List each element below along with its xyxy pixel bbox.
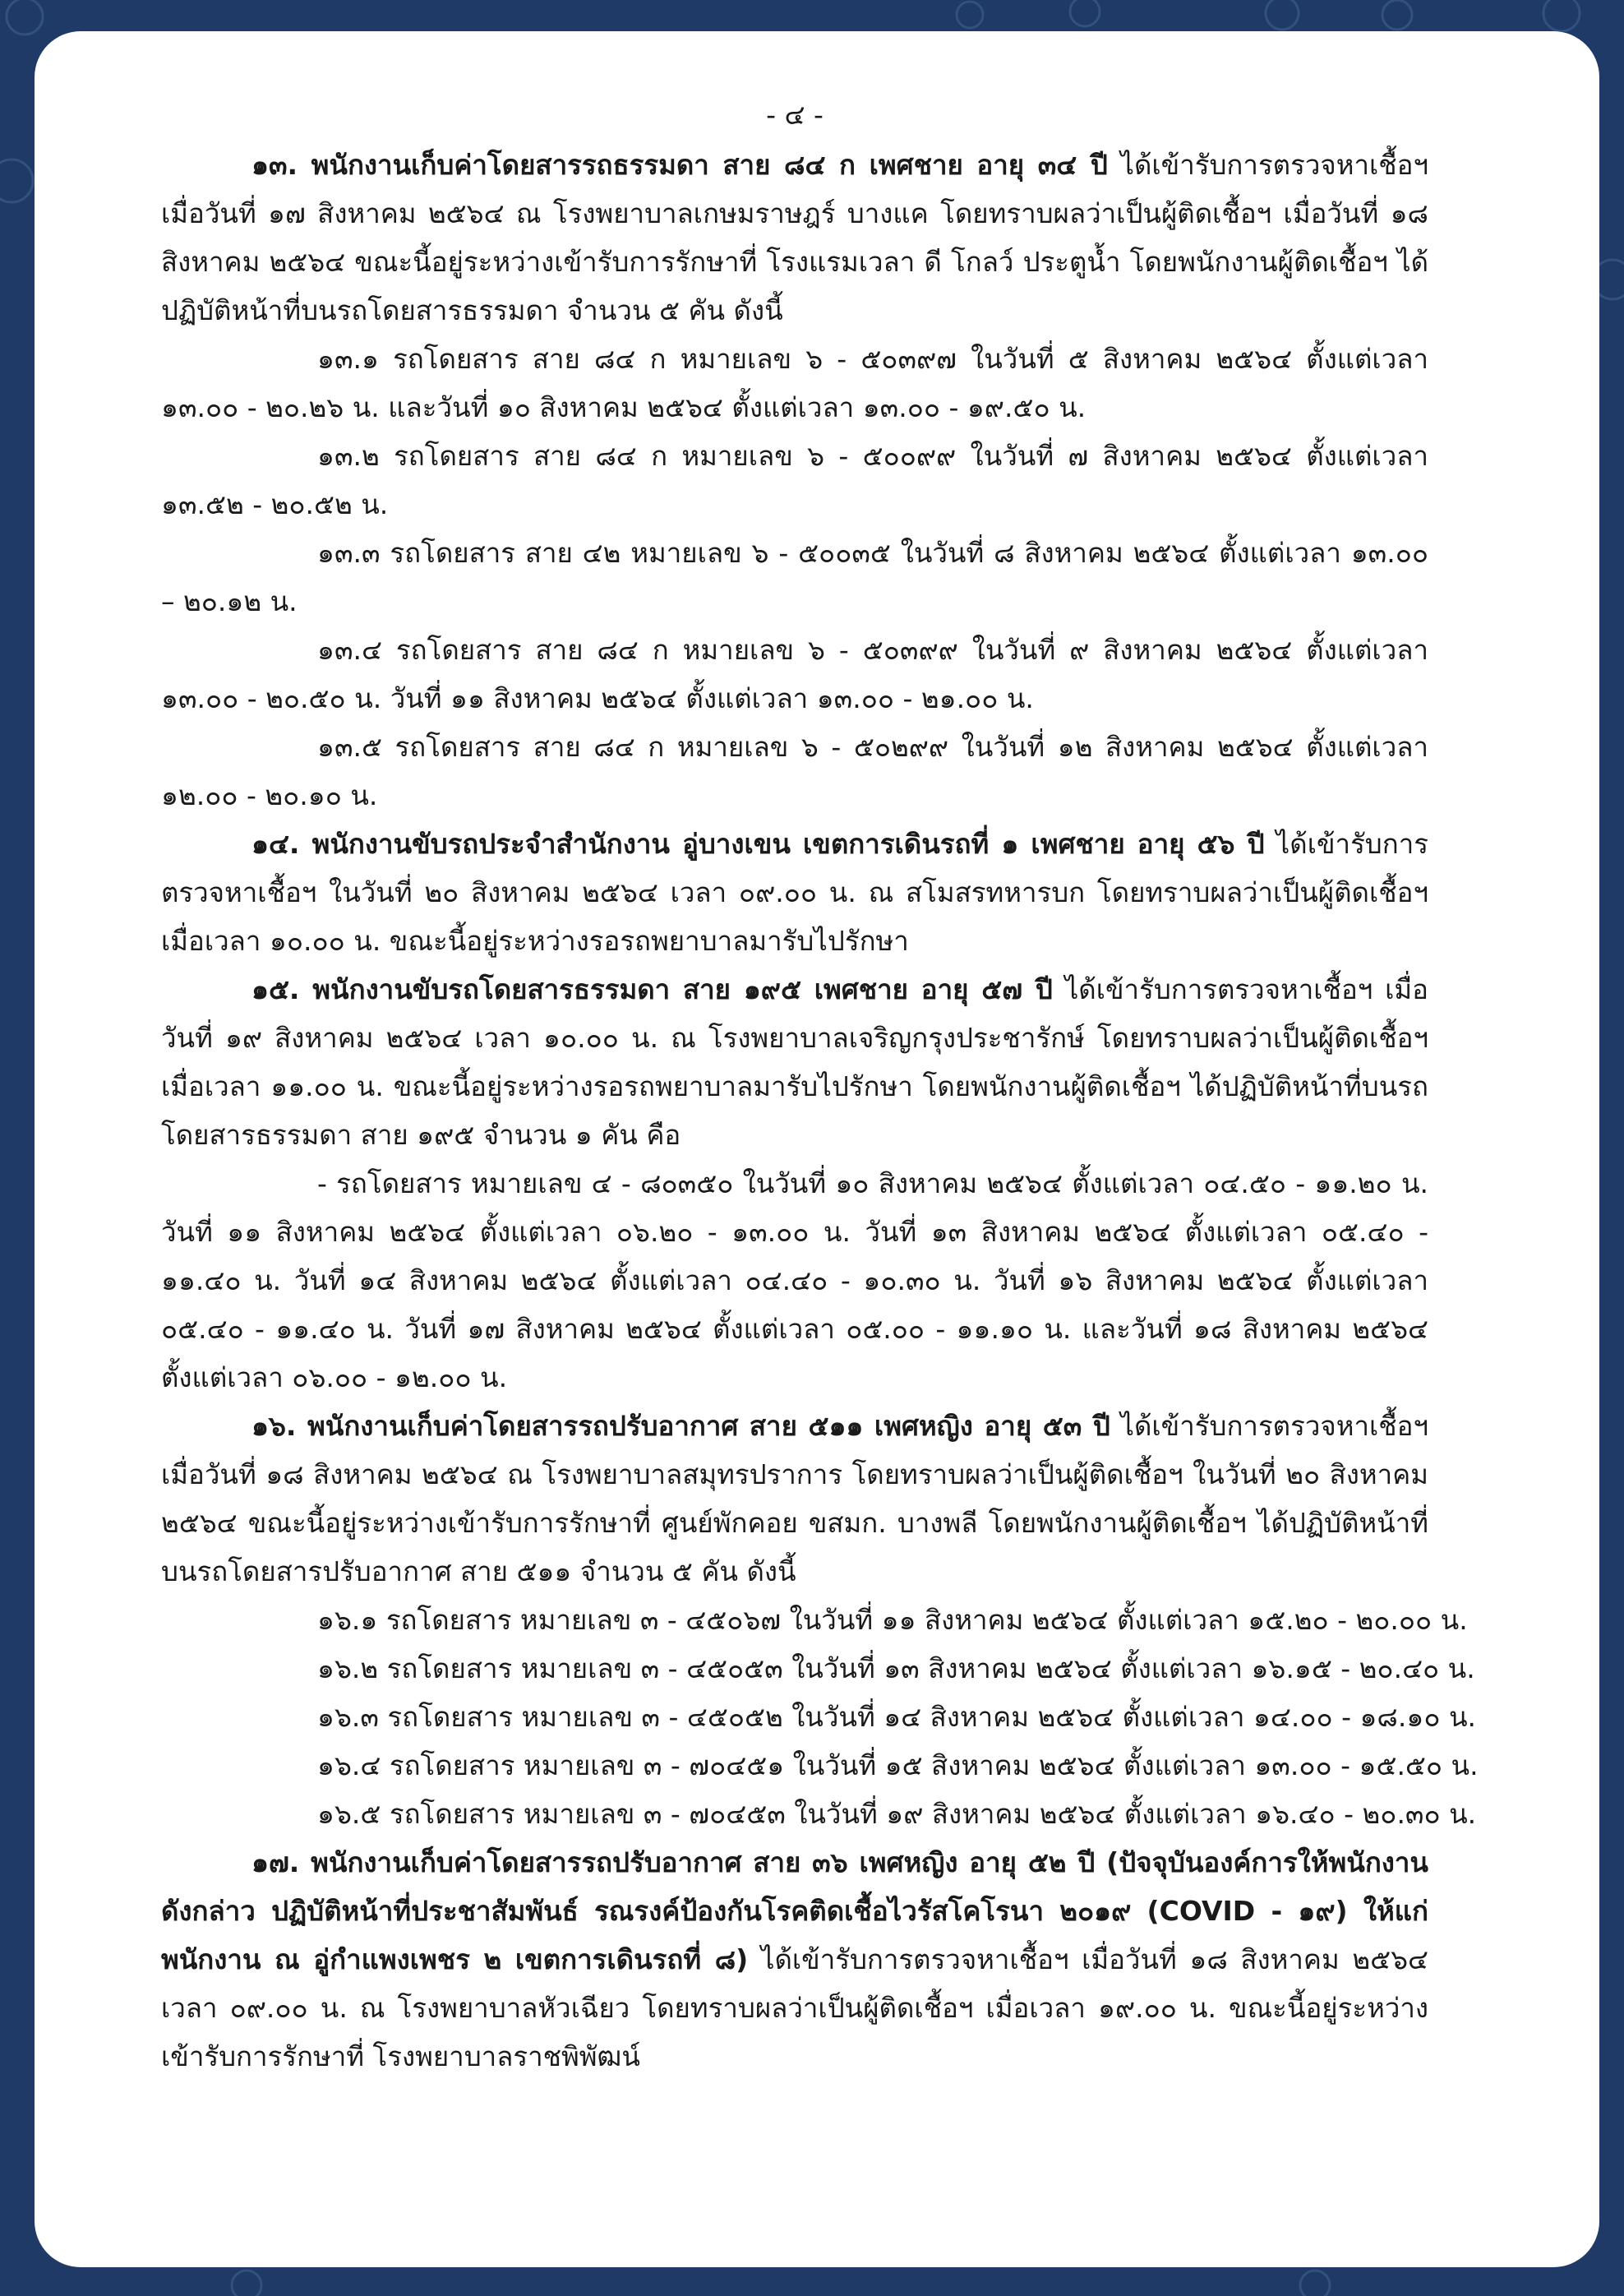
item-16-4: ๑๖.๔ รถโดยสาร หมายเลข ๓ - ๗๐๔๕๑ ในวันที่ ๑๕ สิงหาคม ๒๕๖๔ ตั้งแต่เวลา ๑๓.๐๐ - ๑๕.๕๐ น. [317,1749,1479,1781]
item-16-body: ได้เข้ารับการตรวจหาเชื้อฯ เมื่อวันที่ ๑๘ สิงหาคม ๒๕๖๔ ณ โรงพยาบาลสมุทรปราการ โดยทราบผลว่าเป็นผู้ติดเชื้อฯ ในวันที่ ๒๐ สิงหาคม ๒๕๖๔ ขณะนี้อยู่ระหว่างเข้ารับการรักษาที่ ศูนย์พักคอย ขสมก. บางพลี โดยพนักงานผู้ติดเชื้อฯ ได้ปฏิบัติหน้าที่บนรถโดยสารปรับอากาศ สาย ๕๑๑ จำนวน ๕ คัน ดังนี้ [161,1410,1429,1587]
item-17-body: ได้เข้ารับการตรวจหาเชื้อฯ เมื่อวันที่ ๑๘ สิงหาคม ๒๕๖๔ เวลา ๐๙.๐๐ น. ณ โรงพยาบาลหัวเฉียว โดยทราบผลว่าเป็นผู้ติดเชื้อฯ เมื่อเวลา ๑๙.๐๐ น. ขณะนี้อยู่ระหว่างเข้ารับการรักษาที่ โรงพยาบาลราชพิพัฒน์ [161,1943,1428,2072]
item-13-1: ๑๓.๑ รถโดยสาร สาย ๘๔ ก หมายเลข ๖ - ๕๐๓๙๗ ในวันที่ ๕ สิงหาคม ๒๕๖๔ ตั้งแต่เวลา ๑๓.๐๐ - ๒๐.๒๖ น. และวันที่ ๑๐ สิงหาคม ๒๕๖๔ ตั้งแต่เวลา ๑๓.๐๐ - ๑๙.๕๐ น. [161,343,1428,423]
page-number: - ๔ - [766,99,824,131]
item-15-body: ได้เข้ารับการตรวจหาเชื้อฯ เมื่อวันที่ ๑๙ สิงหาคม ๒๕๖๔ เวลา ๑๐.๐๐ น. ณ โรงพยาบาลเจริญกรุงประชารักษ์ โดยทราบผลว่าเป็นผู้ติดเชื้อฯ เมื่อเวลา ๑๑.๐๐ น. ขณะนี้อยู่ระหว่างรอรถพยาบาลมารับไปรักษา โดยพนักงานผู้ติดเชื้อฯ ได้ปฏิบัติหน้าที่บนรถโดยสารธรรมดา สาย ๑๙๕ จำนวน ๑ คัน คือ [161,973,1429,1151]
item-15-bus-schedule: - รถโดยสาร หมายเลข ๔ - ๘๐๓๕๐ ในวันที่ ๑๐ สิงหาคม ๒๕๖๔ ตั้งแต่เวลา ๐๔.๕๐ - ๑๑.๒๐ น. วันที่ ๑๑ สิงหาคม ๒๕๖๔ ตั้งแต่เวลา ๐๖.๒๐ - ๑๓.๐๐ น. วันที่ ๑๓ สิงหาคม ๒๕๖๔ ตั้งแต่เวลา ๐๕.๔๐ - ๑๑.๔๐ น. วันที่ ๑๔ สิงหาคม ๒๕๖๔ ตั้งแต่เวลา ๐๔.๔๐ - ๑๐.๓๐ น. วันที่ ๑๖ สิงหาคม ๒๕๖๔ ตั้งแต่เวลา ๐๕.๔๐ - ๑๑.๔๐ น. วันที่ ๑๗ สิงหาคม ๒๕๖๔ ตั้งแต่เวลา ๐๕.๐๐ - ๑๑.๑๐ น. และวันที่ ๑๘ สิงหาคม ๒๕๖๔ ตั้งแต่เวลา ๐๖.๐๐ - ๑๒.๐๐ น. [161,1167,1428,1393]
item-13-paragraph [161,141,1428,335]
document-body [161,90,1479,2081]
item-16-1: ๑๖.๑ รถโดยสาร หมายเลข ๓ - ๔๕๐๖๗ ในวันที่ ๑๑ สิงหาคม ๒๕๖๔ ตั้งแต่เวลา ๑๕.๒๐ - ๒๐.๐๐ น. [317,1604,1468,1636]
item-13-2: ๑๓.๒ รถโดยสาร สาย ๘๔ ก หมายเลข ๖ - ๕๐๐๙๙ ในวันที่ ๗ สิงหาคม ๒๕๖๔ ตั้งแต่เวลา ๑๓.๕๒ - ๒๐.๕๒ น. [161,440,1428,520]
item-13-3: ๑๓.๓ รถโดยสาร สาย ๔๒ หมายเลข ๖ - ๕๐๐๓๕ ในวันที่ ๘ สิงหาคม ๒๕๖๔ ตั้งแต่เวลา ๑๓.๐๐ – ๒๐.๑๒ น. [161,537,1428,617]
item-14-body: ได้เข้ารับการตรวจหาเชื้อฯ ในวันที่ ๒๐ สิงหาคม ๒๕๖๔ เวลา ๐๙.๐๐ น. ณ สโมสรทหารบก โดยทราบผลว่าเป็นผู้ติดเชื้อฯ เมื่อเวลา ๑๐.๐๐ น. ขณะนี้อยู่ระหว่างรอรถพยาบาลมารับไปรักษา [161,828,1428,957]
item-13-4: ๑๓.๔ รถโดยสาร สาย ๘๔ ก หมายเลข ๖ - ๕๐๓๙๙ ในวันที่ ๙ สิงหาคม ๒๕๖๔ ตั้งแต่เวลา ๑๓.๐๐ - ๒๐.๕๐ น. วันที่ ๑๑ สิงหาคม ๒๕๖๔ ตั้งแต่เวลา ๑๓.๐๐ - ๒๑.๐๐ น. [161,634,1428,714]
item-16-paragraph [161,1402,1428,1596]
item-14-paragraph [161,820,1428,965]
item-15-heading: ๑๕. พนักงานขับรถโดยสารธรรมดา สาย ๑๙๕ เพศชาย อายุ ๕๗ ปี [251,973,1053,1005]
item-13-5: ๑๓.๕ รถโดยสาร สาย ๘๔ ก หมายเลข ๖ - ๕๐๒๙๙ ในวันที่ ๑๒ สิงหาคม ๒๕๖๔ ตั้งแต่เวลา ๑๒.๐๐ - ๒๐.๑๐ น. [161,731,1428,811]
item-15-paragraph [161,965,1428,1159]
item-13-body: ได้เข้ารับการตรวจหาเชื้อฯ เมื่อวันที่ ๑๗ สิงหาคม ๒๕๖๔ ณ โรงพยาบาลเกษมราษฎร์ บางแค โดยทราบผลว่าเป็นผู้ติดเชื้อฯ เมื่อวันที่ ๑๘ สิงหาคม ๒๕๖๔ ขณะนี้อยู่ระหว่างเข้ารับการรักษาที่ โรงแรมเวลา ดี โกลว์ ประตูน้ำ โดยพนักงานผู้ติดเชื้อฯ ได้ปฏิบัติหน้าที่บนรถโดยสารธรรมดา จำนวน ๕ คัน ดังนี้ [161,149,1429,326]
item-13-heading: ๑๓. พนักงานเก็บค่าโดยสารรถธรรมดา สาย ๘๔ ก เพศชาย อายุ ๓๔ ปี [251,149,1108,181]
item-17-heading: ๑๗. พนักงานเก็บค่าโดยสารรถปรับอากาศ สาย ๓๖ เพศหญิง อายุ ๕๒ ปี (ปัจจุบันองค์การให้พนักงานดังกล่าว ปฏิบัติหน้าที่ประชาสัมพันธ์ รณรงค์ป้องกันโรคติดเชื้อไวรัสโคโรนา ๒๐๑๙ (COVID - ๑๙) ให้แก่พนักงาน ณ อู่กำแพงเพชร ๒ เขตการเดินรถที่ ๘) [161,1846,1428,1975]
item-16-2: ๑๖.๒ รถโดยสาร หมายเลข ๓ - ๔๕๐๕๓ ในวันที่ ๑๓ สิงหาคม ๒๕๖๔ ตั้งแต่เวลา ๑๖.๑๕ - ๒๐.๔๐ น. [317,1652,1475,1684]
item-16-heading: ๑๖. พนักงานเก็บค่าโดยสารรถปรับอากาศ สาย ๕๑๑ เพศหญิง อายุ ๕๓ ปี [251,1410,1110,1442]
item-17-paragraph [161,1838,1428,2081]
item-14-heading: ๑๔. พนักงานขับรถประจำสำนักงาน อู่บางเขน เขตการเดินรถที่ ๑ เพศชาย อายุ ๕๖ ปี [251,828,1265,860]
item-16-5: ๑๖.๕ รถโดยสาร หมายเลข ๓ - ๗๐๔๕๓ ในวันที่ ๑๙ สิงหาคม ๒๕๖๔ ตั้งแต่เวลา ๑๖.๔๐ - ๒๐.๓๐ น. [317,1798,1477,1830]
item-16-3: ๑๖.๓ รถโดยสาร หมายเลข ๓ - ๔๕๐๕๒ ในวันที่ ๑๔ สิงหาคม ๒๕๖๔ ตั้งแต่เวลา ๑๔.๐๐ - ๑๘.๑๐ น. [317,1701,1477,1733]
